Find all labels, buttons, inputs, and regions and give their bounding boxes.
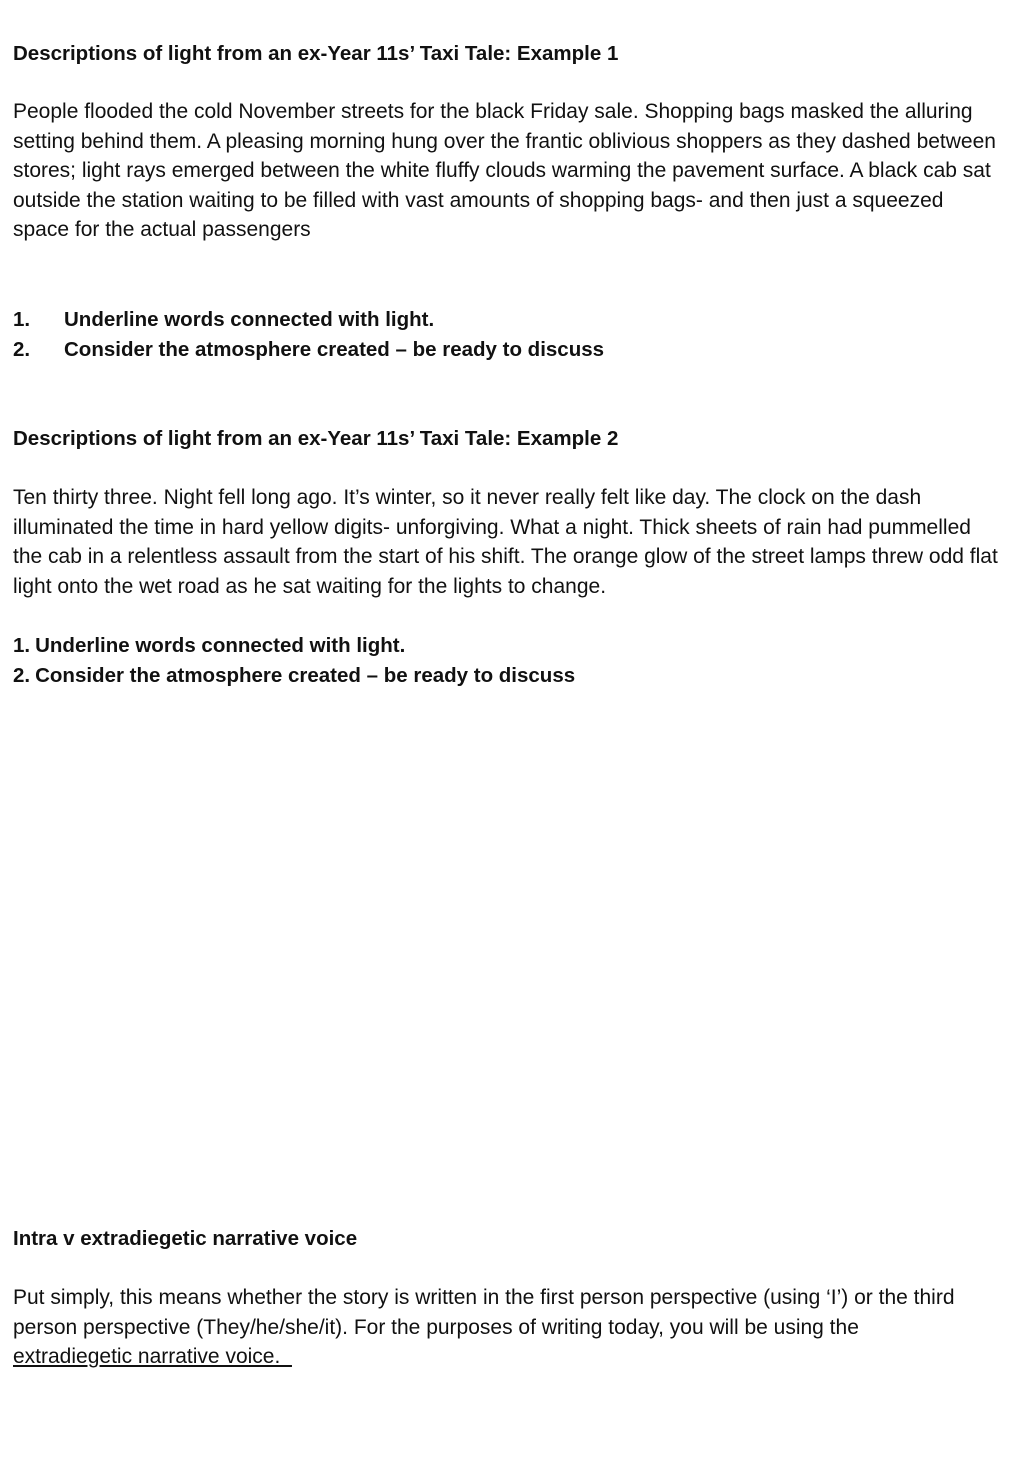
example-1-paragraph-block	[13, 97, 1003, 245]
example-2-heading: Descriptions of light from an ex-Year 11s’ Taxi Tale: Example 2	[13, 427, 619, 450]
task-text: Underline words connected with light.	[64, 308, 435, 331]
list-item	[13, 305, 1003, 335]
example-2-task-list-block	[13, 631, 1003, 690]
example-2-paragraph-block	[13, 483, 1003, 601]
example-1-paragraph: People flooded the cold November streets for the black Friday sale. Shopping bags masked the alluring setting behind them. A pleasing morning hung over the frantic oblivious shoppers as they dashed between stores; light rays emerged between the white fluffy clouds warming the pavement surface. A black cab sat outside the station waiting to be filled with vast amounts of shopping bags- and then just a squeezed space for the actual passengers	[13, 100, 996, 242]
example-1-heading-block	[13, 39, 1003, 68]
example-1-heading: Descriptions of light from an ex-Year 11s’ Taxi Tale: Example 1	[13, 42, 619, 65]
example-2-paragraph: Ten thirty three. Night fell long ago. It’s winter, so it never really felt like day. The clock on the dash illuminated the time in hard yellow digits- unforgiving. What a night. Thick sheets of rain had pummelled the cab in a relentless assault from the start of his shift. The orange glow of the street lamps threw odd flat light onto the wet road as he sat waiting for the lights to change.	[13, 486, 998, 598]
narrative-voice-heading: Intra v extradiegetic narrative voice	[13, 1227, 358, 1250]
task-number: 2.	[13, 337, 31, 361]
narrative-voice-paragraph-block	[13, 1283, 1003, 1372]
narrative-voice-paragraph	[13, 1283, 1003, 1372]
task-number: 1.	[13, 634, 31, 657]
narrative-voice-heading-block	[13, 1224, 1003, 1253]
example-1-task-list-block	[13, 305, 1003, 364]
task-text: Underline words connected with light.	[35, 634, 406, 657]
task-number: 2.	[13, 663, 31, 687]
example-2-heading-block	[13, 424, 1003, 453]
list-item	[13, 661, 1003, 691]
narrative-voice-paragraph-lead: Put simply, this means whether the story is written in the first person perspective (using ‘I’) or the third person perspective (They/he/she/it). For the purposes of writing today, you will be using the	[13, 1286, 955, 1339]
task-number: 1.	[13, 308, 31, 331]
example-2-task-list	[13, 631, 1003, 690]
list-item	[13, 335, 1003, 365]
list-item	[13, 631, 1003, 661]
example-1-task-list	[13, 305, 1003, 364]
task-text: Consider the atmosphere created – be ready to discuss	[64, 337, 605, 361]
narrative-voice-underlined-phrase: extradiegetic narrative voice.	[13, 1345, 292, 1369]
task-text: Consider the atmosphere created – be ready to discuss	[35, 663, 576, 687]
